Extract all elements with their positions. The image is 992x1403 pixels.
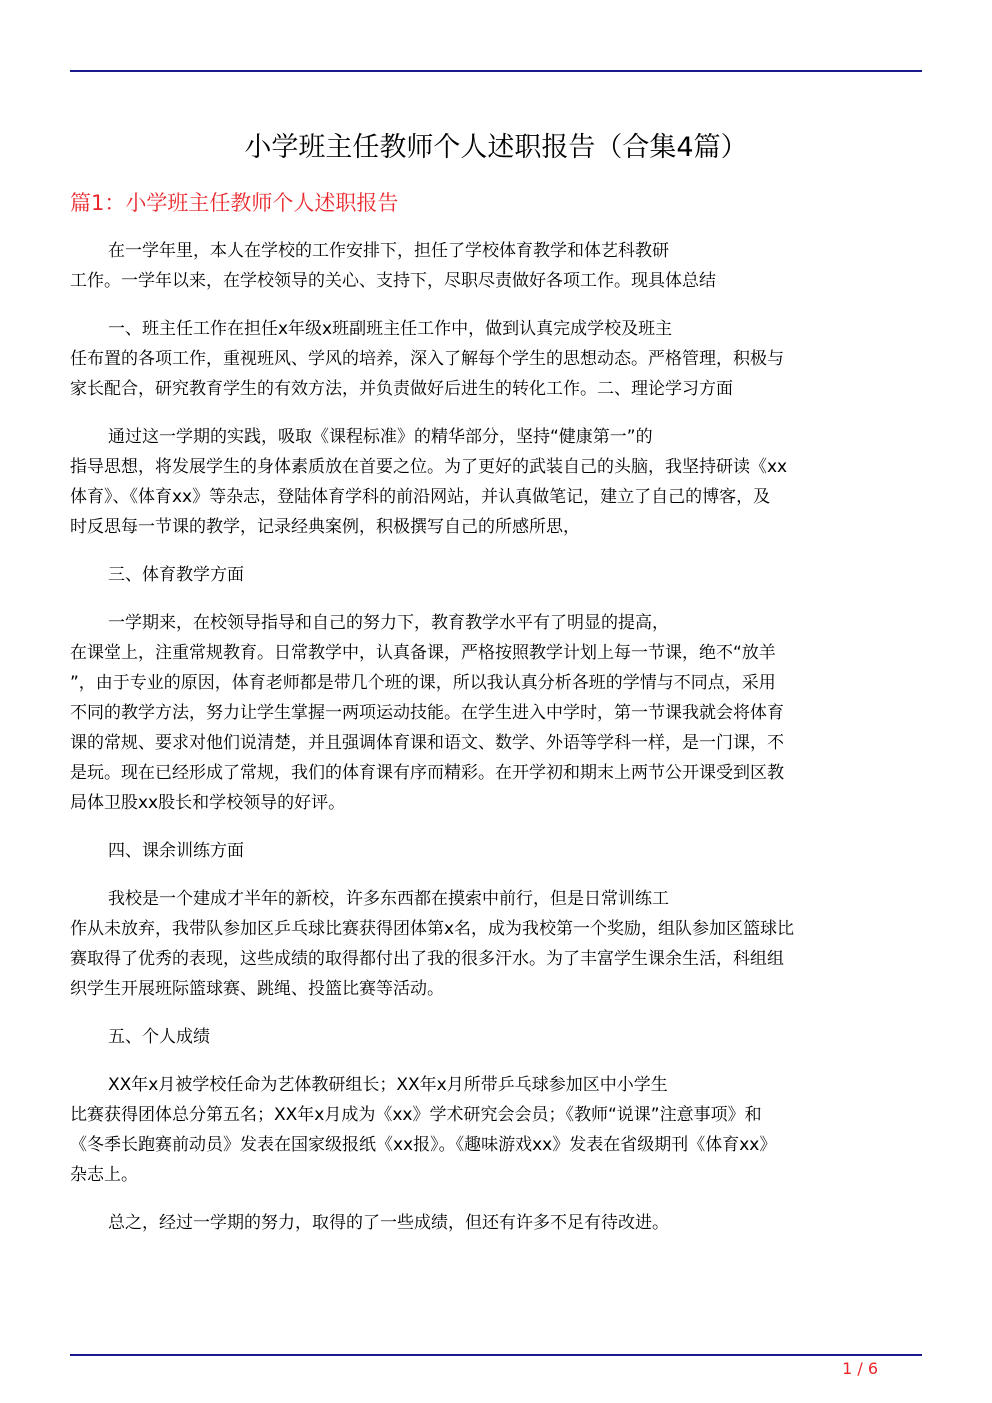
text-line: 总之，经过一学期的努力，取得的了一些成绩，但还有许多不足有待改进。 (108, 1213, 669, 1233)
text-line: 赛取得了优秀的表现，这些成绩的取得都付出了我的很多汗水。为了丰富学生课余生活，科组组 (70, 949, 784, 969)
text-line: 通过这一学期的实践，吸取《课程标准》的精华部分，坚持“健康第一”的 (108, 427, 653, 447)
text-line: 杂志上。 (70, 1165, 138, 1185)
footer-rule (70, 1354, 922, 1356)
text-line: 比赛获得团体总分第五名；XX年x月成为《xx》学术研究会会员；《教师“说课”注意事项》和 (70, 1105, 762, 1125)
paragraph (70, 236, 922, 296)
text-line: 我校是一个建成才半年的新校，许多东西都在摸索中前行，但是日常训练工 (108, 889, 669, 909)
text-line: 家长配合，研究教育学生的有效方法，并负责做好后进生的转化工作。二、理论学习方面 (70, 379, 733, 399)
text-line: 三、体育教学方面 (108, 565, 244, 585)
paragraph (70, 1208, 922, 1238)
subheading (70, 560, 922, 590)
paragraph (70, 422, 922, 542)
paragraph (70, 884, 922, 1004)
paragraph (70, 314, 922, 404)
text-line: 织学生开展班际篮球赛、跳绳、投篮比赛等活动。 (70, 979, 444, 999)
text-line: 四、课余训练方面 (108, 841, 244, 861)
text-line: 工作。一学年以来，在学校领导的关心、支持下，尽职尽责做好各项工作。现具体总结 (70, 271, 716, 291)
document-body (70, 236, 922, 1256)
text-line: 是玩。现在已经形成了常规，我们的体育课有序而精彩。在开学初和期末上两节公开课受到区教 (70, 763, 784, 783)
text-line: 指导思想，将发展学生的身体素质放在首要之位。为了更好的武装自己的头脑，我坚持研读《xx (70, 457, 788, 477)
text-line: 作从未放弃，我带队参加区乒乓球比赛获得团体第x名，成为我校第一个奖励，组队参加区篮球比 (70, 919, 795, 939)
text-line: XX年x月被学校任命为艺体教研组长；XX年x月所带乒乓球参加区中小学生 (108, 1075, 668, 1095)
text-line: 课的常规、要求对他们说清楚，并且强调体育课和语文、数学、外语等学科一样，是一门课，不 (70, 733, 784, 753)
text-line: 时反思每一节课的教学，记录经典案例，积极撰写自己的所感所思， (70, 517, 580, 537)
text-line: 局体卫股xx股长和学校领导的好评。 (70, 793, 346, 813)
text-line: 一学期来，在校领导指导和自己的努力下，教育教学水平有了明显的提高， (108, 613, 669, 633)
paragraph (70, 608, 922, 818)
section-heading: 篇1：小学班主任教师个人述职报告 (70, 191, 399, 215)
subheading (70, 836, 922, 866)
text-line: 不同的教学方法，努力让学生掌握一两项运动技能。在学生进入中学时，第一节课我就会将体育 (70, 703, 784, 723)
page-number: 1 / 6 (842, 1359, 878, 1378)
document-title: 小学班主任教师个人述职报告（合集4篇） (244, 132, 748, 163)
header-rule (70, 70, 922, 72)
text-line: 任布置的各项工作，重视班风、学风的培养，深入了解每个学生的思想动态。严格管理，积极与 (70, 349, 784, 369)
subheading (70, 1022, 922, 1052)
text-line: ”，由于专业的原因，体育老师都是带几个班的课，所以我认真分析各班的学情与不同点，采用 (70, 673, 776, 693)
paragraph (70, 1070, 922, 1190)
text-line: 五、个人成绩 (108, 1027, 210, 1047)
text-line: 在课堂上，注重常规教育。日常教学中，认真备课，严格按照教学计划上每一节课，绝不“放羊 (70, 643, 776, 663)
text-line: 体育》、《体育xx》等杂志，登陆体育学科的前沿网站，并认真做笔记，建立了自己的博客，及 (70, 487, 771, 507)
text-line: 在一学年里，本人在学校的工作安排下，担任了学校体育教学和体艺科教研 (108, 241, 669, 261)
text-line: 一、班主任工作在担任x年级x班副班主任工作中，做到认真完成学校及班主 (108, 319, 673, 339)
text-line: 《冬季长跑赛前动员》发表在国家级报纸《xx报》。《趣味游戏xx》发表在省级期刊《体育xx》 (70, 1135, 777, 1155)
